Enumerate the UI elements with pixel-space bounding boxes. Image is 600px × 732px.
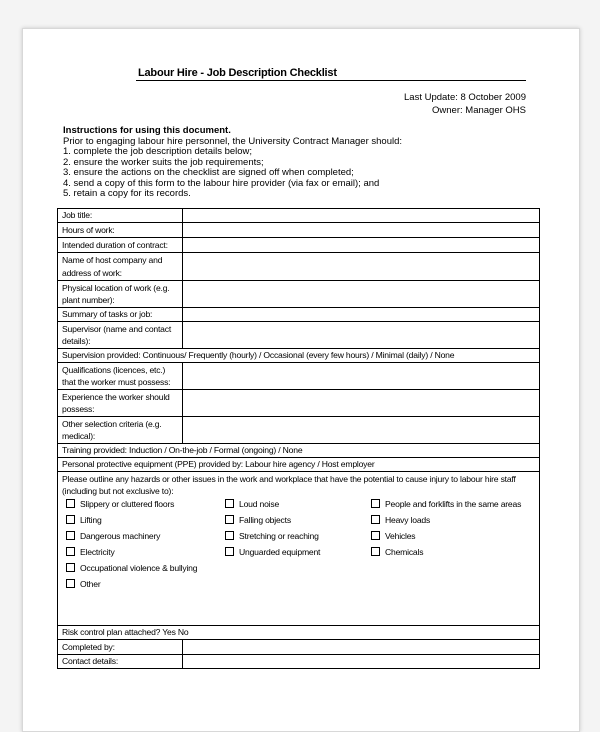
training-provided: Training provided: Induction / On-the-job / Formal (ongoing) / None [58,444,540,458]
checkbox[interactable] [66,579,75,588]
hazard-option[interactable]: Heavy loads [371,515,430,526]
hazard-option[interactable]: Other [66,579,101,590]
contact-details-label: Contact details: [58,655,183,669]
hazard-option[interactable]: People and forklifts in the same areas [371,499,521,510]
hazard-option[interactable]: Unguarded equipment [225,547,320,558]
host-company-label: Name of host company and address of work: [58,253,183,281]
physical-location-label: Physical location of work (e.g. plant number): [58,281,183,308]
checkbox[interactable] [66,499,75,508]
checkbox[interactable] [225,499,234,508]
intended-duration-label: Intended duration of contract: [58,238,183,253]
supervisor-label: Supervisor (name and contact details): [58,322,183,349]
checklist-table [57,208,540,669]
last-update: Last Update: 8 October 2009 [404,92,526,103]
checkbox[interactable] [225,547,234,556]
hazard-option[interactable]: Electricity [66,547,115,558]
completed-by-field[interactable] [183,640,540,655]
hazard-option[interactable]: Chemicals [371,547,423,558]
completed-by-label: Completed by: [58,640,183,655]
summary-tasks-label: Summary of tasks or job: [58,308,183,322]
hazard-option[interactable]: Vehicles [371,531,415,542]
contact-details-field[interactable] [183,655,540,669]
title-underline [136,80,526,81]
checkbox[interactable] [225,515,234,524]
job-title-label: Job title: [58,209,183,223]
checkbox[interactable] [66,531,75,540]
instructions-heading: Instructions for using this document. [63,125,231,136]
hazard-option[interactable]: Dangerous machinery [66,531,160,542]
checkbox[interactable] [66,547,75,556]
hazard-option[interactable]: Slippery or cluttered floors [66,499,174,510]
hazard-option[interactable]: Stretching or reaching [225,531,319,542]
hazard-option[interactable]: Falling objects [225,515,291,526]
hazards-grid [62,497,535,625]
checkbox[interactable] [66,515,75,524]
experience-field[interactable] [183,390,540,417]
qualifications-field[interactable] [183,363,540,390]
document-title: Labour Hire - Job Description Checklist [138,67,337,79]
summary-tasks-field[interactable] [183,308,540,322]
instruction-line: 4. send a copy of this form to the labour hire provider (via fax or email); and [63,177,380,189]
hours-of-work-label: Hours of work: [58,223,183,238]
other-selection-field[interactable] [183,417,540,444]
checkbox[interactable] [371,499,380,508]
checkbox[interactable] [66,563,75,572]
checkbox[interactable] [371,515,380,524]
checkbox[interactable] [225,531,234,540]
hazards-intro: Please outline any hazards or other issues in the work and workplace that have the potential to cause injury to labour hire staff (including but not exclusive to): [62,474,516,496]
instruction-line: 1. complete the job description details below; [63,146,253,157]
physical-location-field[interactable] [183,281,540,308]
document-meta [404,92,526,117]
instruction-line: 3. ensure the actions on the checklist are signed off when completed; [63,167,354,178]
supervisor-field[interactable] [183,322,540,349]
hours-of-work-field[interactable] [183,223,540,238]
ppe-provided: Personal protective equipment (PPE) provided by: Labour hire agency / Host employer [58,458,540,472]
other-selection-label: Other selection criteria (e.g. medical): [58,417,183,444]
intended-duration-field[interactable] [183,238,540,253]
instructions [63,126,483,200]
hazard-option[interactable]: Lifting [66,515,102,526]
hazards-cell [58,472,540,626]
instruction-line: Prior to engaging labour hire personnel, the University Contract Manager should: [63,135,403,147]
checkbox[interactable] [371,531,380,540]
instruction-line: 5. retain a copy for its records. [63,188,191,199]
checkbox[interactable] [371,547,380,556]
hazard-option[interactable]: Loud noise [225,499,279,510]
host-company-field[interactable] [183,253,540,281]
supervision-provided: Supervision provided: Continuous/ Frequently (hourly) / Occasional (every few hours) / Minimal (daily) / None [58,349,540,363]
hazard-option[interactable]: Occupational violence & bullying [66,563,197,574]
experience-label: Experience the worker should possess: [58,390,183,417]
qualifications-label: Qualifications (licences, etc.) that the worker must possess: [58,363,183,390]
instruction-line: 2. ensure the worker suits the job requirements; [63,156,264,168]
job-title-field[interactable] [183,209,540,223]
risk-control-plan: Risk control plan attached? Yes No [58,626,540,640]
owner: Owner: Manager OHS [432,104,526,116]
